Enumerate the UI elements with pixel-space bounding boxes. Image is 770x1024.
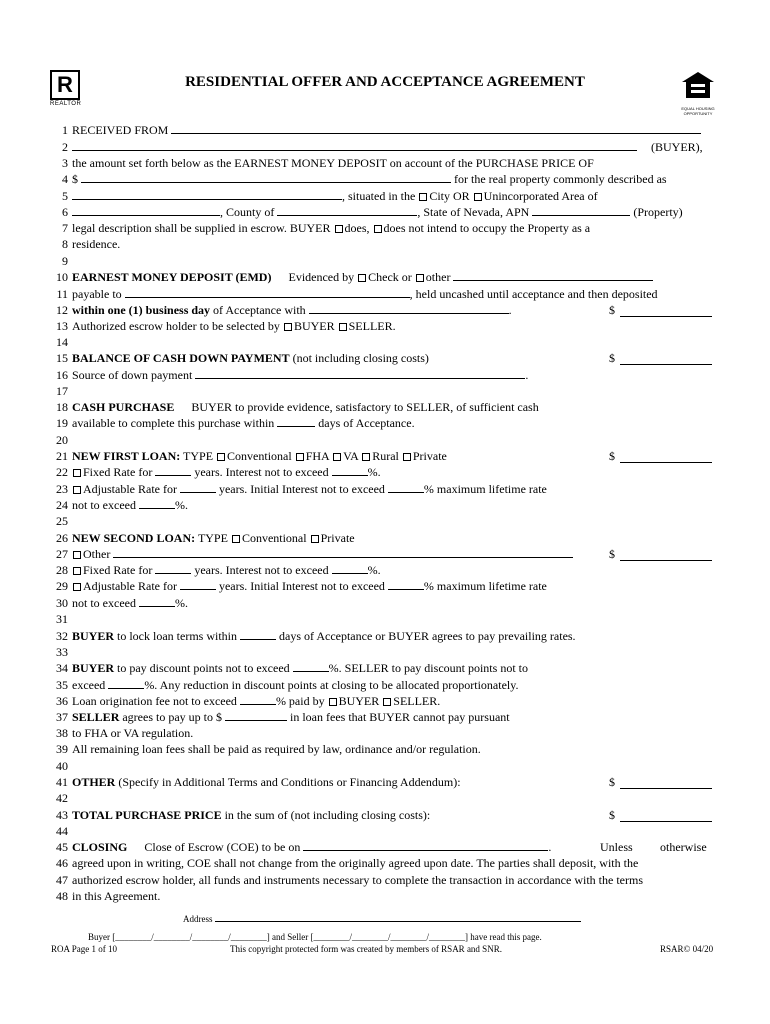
label: Conventional (241, 531, 307, 545)
initials-line: Buyer [________/________/________/________] and Seller [________/________/________/________] have read this page. (88, 932, 542, 942)
lock-days-field[interactable] (240, 628, 276, 640)
line-48: 48 in this Agreement. (56, 889, 161, 903)
line-20: 20 (56, 433, 68, 447)
text: authorized escrow holder, all funds and instruments necessary to complete the transaction in accordance with the terms (72, 873, 643, 887)
second-adj-years-field[interactable] (180, 578, 216, 590)
first-adjustable-checkbox[interactable] (73, 486, 81, 494)
label: Conventional (227, 449, 292, 463)
second-lifetime-rate-field[interactable] (139, 595, 175, 607)
label: Private (412, 449, 447, 463)
first-loan-amount-field[interactable] (620, 451, 712, 463)
line-2: 2 (BUYER), (62, 140, 703, 154)
line-27: 27 Other $ (48, 546, 718, 562)
first-lifetime-rate-field[interactable] (139, 497, 175, 509)
text: for the real property commonly described as (454, 172, 667, 186)
equal-housing-icon (680, 70, 716, 100)
line-44: 44 (56, 824, 68, 838)
text: SELLER (72, 710, 120, 724)
label: SELLER. (393, 694, 441, 708)
text: years. Initial Interest not to exceed (218, 579, 385, 593)
other-checkbox[interactable] (416, 274, 424, 282)
text: years. Initial Interest not to exceed (218, 482, 385, 496)
first-private-checkbox[interactable] (403, 453, 411, 461)
text: legal description shall be supplied in escrow. BUYER (72, 221, 331, 235)
first-va-checkbox[interactable] (333, 453, 341, 461)
text: Evidenced by (288, 270, 355, 284)
text: to pay discount points not to exceed (117, 661, 290, 675)
realtor-logo-mark (50, 70, 80, 100)
line-16: 16 Source of down payment . (56, 368, 529, 382)
text: in the sum of (not including closing costs): (224, 808, 431, 822)
line-7: 7 legal description shall be supplied in escrow. BUYER does, does not intend to occupy the Property as a (62, 221, 591, 235)
text: , situated in the (342, 189, 416, 203)
closing-heading: CLOSING (72, 840, 128, 854)
first-fha-checkbox[interactable] (296, 453, 304, 461)
check-label: Check or (368, 270, 412, 284)
text: (not including closing costs) (292, 351, 429, 365)
dollar-sign: $ (609, 351, 615, 365)
dollar-sign: $ (609, 449, 615, 463)
text: exceed (72, 678, 106, 692)
text: , State of Nevada, APN (417, 205, 530, 219)
line-12: 12 within one (1) business day of Acceptance with . $ (48, 302, 718, 318)
text: Source of down payment (72, 368, 193, 382)
city-field[interactable] (72, 204, 220, 216)
total-price-field[interactable] (620, 810, 712, 822)
second-other-checkbox[interactable] (73, 551, 81, 559)
emd-heading: EARNEST MONEY DEPOSIT (EMD) (72, 270, 272, 284)
text: to lock loan terms within (117, 629, 237, 643)
text: BUYER (72, 661, 115, 675)
seller-loan-fees-field[interactable] (225, 709, 287, 721)
line-36: 36 Loan origination fee not to exceed % paid by BUYER SELLER. (56, 694, 441, 708)
line-47: 47 authorized escrow holder, all funds and instruments necessary to complete the transaction in accordance with the terms (56, 873, 643, 887)
origination-buyer-checkbox[interactable] (329, 698, 337, 706)
dollar-sign: $ (609, 775, 615, 789)
emd-amount-field[interactable] (620, 305, 712, 317)
text: not to exceed (72, 596, 136, 610)
apn-field[interactable] (532, 204, 630, 216)
text: BUYER to provide evidence, satisfactory to SELLER, of sufficient cash (191, 400, 539, 414)
first-conventional-checkbox[interactable] (217, 453, 225, 461)
text: years. Interest not to exceed (194, 465, 329, 479)
dollar-sign: $ (72, 172, 78, 186)
line-11: 11 payable to , held uncashed until acceptance and then deposited (56, 287, 658, 301)
text: in this Agreement. (72, 889, 161, 903)
down-payment-amount-field[interactable] (620, 353, 712, 365)
text: agreed upon in writing, COE shall not change from the originally agreed upon date. The parties shall deposit, with the (72, 856, 639, 870)
page-label: ROA Page 1 of 10 (51, 944, 117, 954)
equal-housing-logo (680, 70, 716, 116)
line-33: 33 (56, 645, 68, 659)
unincorporated-label: Unincorporated Area of (483, 189, 598, 203)
text: All remaining loan fees shall be paid as required by law, ordinance and/or regulation. (72, 742, 481, 756)
text: . (525, 368, 529, 382)
text: %. (367, 465, 381, 479)
line-6: 6 , County of , State of Nevada, APN (Property) (62, 205, 683, 219)
city-checkbox[interactable] (419, 193, 427, 201)
label: BUYER (338, 694, 380, 708)
text: payable to (72, 287, 122, 301)
label: Adjustable Rate for (83, 482, 177, 496)
text: % maximum lifetime rate (423, 579, 547, 593)
label: Other (83, 547, 111, 561)
received-from-field[interactable] (171, 122, 701, 134)
origination-seller-checkbox[interactable] (383, 698, 391, 706)
line-3: 3 the amount set forth below as the EARNEST MONEY DEPOSIT on account of the PURCHASE PRICE OF (62, 156, 594, 170)
escrow-buyer-checkbox[interactable] (284, 323, 292, 331)
label: Fixed Rate for (83, 465, 153, 479)
text: agrees to pay up to $ (122, 710, 222, 724)
realtor-logo-letter: R (57, 72, 73, 97)
text: within one (1) business day (72, 303, 211, 317)
text: not to exceed (72, 498, 136, 512)
form-code: RSAR© 04/20 (660, 944, 714, 954)
line-30: 30 not to exceed %. (56, 596, 188, 610)
text: %. (174, 498, 188, 512)
second-adj-interest-field[interactable] (388, 578, 424, 590)
line-39: 39 All remaining loan fees shall be paid as required by law, ordinance and/or regulation. (56, 742, 481, 756)
line-31: 31 (56, 612, 68, 626)
occupy-does-checkbox[interactable] (335, 225, 343, 233)
first-fixed-checkbox[interactable] (73, 469, 81, 477)
line-19: 19 available to complete this purchase within days of Acceptance. (56, 416, 415, 430)
does-label: does, (344, 221, 370, 235)
line-17: 17 (56, 384, 68, 398)
text: , held uncashed until acceptance and then deposited (409, 287, 658, 301)
escrow-seller-checkbox[interactable] (339, 323, 347, 331)
city-label: City OR (429, 189, 470, 203)
text: (Specify in Additional Terms and Conditions or Financing Addendum): (118, 775, 461, 789)
line-9: 9 (62, 254, 68, 268)
text: Unless (600, 840, 633, 854)
text: otherwise (660, 840, 707, 854)
line-32: 32 BUYER to lock loan terms within days of Acceptance or BUYER agrees to pay prevailing rates. (56, 629, 576, 643)
text: days of Acceptance. (318, 416, 415, 430)
seller-points-field[interactable] (108, 677, 144, 689)
second-loan-heading: NEW SECOND LOAN: (72, 531, 196, 545)
coe-date-field[interactable] (303, 839, 548, 851)
line-28: 28 Fixed Rate for years. Interest not to exceed %. (56, 563, 381, 577)
line-15: 15 BALANCE OF CASH DOWN PAYMENT (not including closing costs) $ (48, 350, 718, 366)
cash-purchase-heading: CASH PURCHASE (72, 400, 175, 414)
first-fixed-years-field[interactable] (155, 464, 191, 476)
line-18: 18 CASH PURCHASE BUYER to provide evidence, satisfactory to SELLER, of sufficient cash (56, 400, 539, 414)
address-field[interactable] (215, 912, 581, 922)
text: BUYER (72, 629, 115, 643)
text: TYPE (183, 449, 214, 463)
first-adj-years-field[interactable] (180, 481, 216, 493)
line-4: 4 $ for the real property commonly described as (62, 172, 667, 186)
down-payment-source-field[interactable] (195, 367, 525, 379)
line-14: 14 (56, 335, 68, 349)
text: days of Acceptance or BUYER agrees to pay prevailing rates. (279, 629, 576, 643)
cash-days-field[interactable] (277, 415, 315, 427)
second-private-checkbox[interactable] (311, 535, 319, 543)
line-45: 45 CLOSING Close of Escrow (COE) to be on . Unless otherwise (56, 840, 707, 854)
county-field[interactable] (277, 204, 417, 216)
text: . (508, 303, 512, 317)
line-21: 21 NEW FIRST LOAN: TYPE Conventional FHA VA Rural Private $ (48, 448, 718, 464)
buyer-label: (BUYER), (651, 140, 703, 154)
check-checkbox[interactable] (358, 274, 366, 282)
address-label: Address (183, 914, 213, 924)
text: years. Interest not to exceed (194, 563, 329, 577)
dollar-sign: $ (609, 808, 615, 822)
text: to FHA or VA regulation. (72, 726, 194, 740)
second-conventional-checkbox[interactable] (232, 535, 240, 543)
buyer-points-field[interactable] (293, 660, 329, 672)
text: %. (174, 596, 188, 610)
line-38: 38 to FHA or VA regulation. (56, 726, 194, 740)
second-loan-amount-field[interactable] (620, 549, 712, 561)
line-13: 13 Authorized escrow holder to be selected by BUYER SELLER. (56, 319, 396, 333)
label: Adjustable Rate for (83, 579, 177, 593)
first-adj-interest-field[interactable] (388, 481, 424, 493)
line-41: 41 OTHER (Specify in Additional Terms and Conditions or Financing Addendum): $ (48, 774, 718, 790)
second-other-field[interactable] (113, 546, 573, 558)
line-10: 10 EARNEST MONEY DEPOSIT (EMD) Evidenced by Check or other (48, 269, 718, 285)
text: residence. (72, 237, 121, 251)
label: FHA (305, 449, 330, 463)
payable-to-field[interactable] (125, 286, 410, 298)
realtor-logo (50, 70, 82, 108)
received-from-label: RECEIVED FROM (72, 123, 169, 137)
line-25: 25 (56, 514, 68, 528)
down-payment-heading: BALANCE OF CASH DOWN PAYMENT (72, 351, 290, 365)
label: Rural (372, 449, 399, 463)
text: of Acceptance with (213, 303, 306, 317)
text: % paid by (275, 694, 325, 708)
text: the amount set forth below as the EARNEST MONEY DEPOSIT on account of the PURCHASE PRICE OF (72, 156, 594, 170)
line-37: 37 SELLER agrees to pay up to $ in loan fees that BUYER cannot pay pursuant (56, 710, 510, 724)
text: Close of Escrow (COE) to be on (144, 840, 301, 854)
line-34: 34 BUYER to pay discount points not to exceed %. SELLER to pay discount points not to (56, 661, 528, 675)
label: Fixed Rate for (83, 563, 153, 577)
line-22: 22 Fixed Rate for years. Interest not to exceed %. (56, 465, 381, 479)
text: TYPE (197, 531, 228, 545)
equal-housing-text: EQUAL HOUSING OPPORTUNITY (681, 106, 715, 116)
line-29: 29 Adjustable Rate for years. Initial Interest not to exceed % maximum lifetime rate (56, 579, 547, 593)
text: , County of (220, 205, 275, 219)
text: % maximum lifetime rate (423, 482, 547, 496)
property-address-field[interactable] (72, 188, 342, 200)
label: Private (320, 531, 355, 545)
line-46: 46 agreed upon in writing, COE shall not change from the originally agreed upon date. The parties shall deposit, with the (56, 856, 639, 870)
first-rural-checkbox[interactable] (362, 453, 370, 461)
other-amount-field[interactable] (620, 777, 712, 789)
text: %. Any reduction in discount points at closing to be allocated proportionately. (144, 678, 519, 692)
line-1: 1 RECEIVED FROM (48, 122, 718, 138)
line-24: 24 not to exceed %. (56, 498, 188, 512)
line-40: 40 (56, 759, 68, 773)
text: TOTAL PURCHASE PRICE (72, 808, 222, 822)
text: Loan origination fee not to exceed (72, 694, 237, 708)
page-title: RESIDENTIAL OFFER AND ACCEPTANCE AGREEMENT (185, 74, 585, 90)
line-23: 23 Adjustable Rate for years. Initial Interest not to exceed % maximum lifetime rate (56, 482, 547, 496)
label: VA (343, 449, 359, 463)
realtor-logo-text: REALTOR (50, 101, 82, 107)
other-label: other (425, 270, 451, 284)
first-loan-heading: NEW FIRST LOAN: (72, 449, 181, 463)
line-42: 42 (56, 791, 68, 805)
second-fixed-checkbox[interactable] (73, 567, 81, 575)
seller-label: SELLER. (348, 319, 396, 333)
line-35: 35 exceed %. Any reduction in discount points at closing to be allocated proportionately. (56, 678, 519, 692)
line-8: 8 residence. (62, 237, 121, 251)
escrow-holder-field[interactable] (309, 302, 509, 314)
origination-fee-field[interactable] (240, 693, 276, 705)
line-5: 5 , situated in the City OR Unincorporated Area of (62, 189, 598, 203)
text: %. SELLER to pay discount points not to (328, 661, 528, 675)
other-emd-field[interactable] (453, 269, 653, 281)
unincorporated-checkbox[interactable] (474, 193, 482, 201)
property-label: (Property) (633, 205, 683, 219)
text: in loan fees that BUYER cannot pay pursuant (290, 710, 510, 724)
address-row (183, 912, 581, 925)
buyer-label: BUYER (293, 319, 335, 333)
purchase-price-field[interactable] (81, 171, 451, 183)
text: available to complete this purchase within (72, 416, 275, 430)
text: OTHER (72, 775, 116, 789)
line-43: 43 TOTAL PURCHASE PRICE in the sum of (not including closing costs): $ (48, 807, 718, 823)
dollar-sign: $ (609, 547, 615, 561)
buyer-name-field[interactable] (72, 139, 637, 151)
does-not-label: does not intend to occupy the Property as a (383, 221, 591, 235)
text: . (548, 840, 552, 854)
copyright-text: This copyright protected form was created by members of RSAR and SNR. (230, 944, 502, 954)
text: %. (367, 563, 381, 577)
first-fixed-interest-field[interactable] (332, 464, 368, 476)
text: Authorized escrow holder to be selected by (72, 319, 280, 333)
occupy-does-not-checkbox[interactable] (374, 225, 382, 233)
second-fixed-years-field[interactable] (155, 562, 191, 574)
line-26: 26 NEW SECOND LOAN: TYPE Conventional Private (56, 531, 355, 545)
second-adjustable-checkbox[interactable] (73, 583, 81, 591)
second-fixed-interest-field[interactable] (332, 562, 368, 574)
dollar-sign: $ (609, 303, 615, 317)
